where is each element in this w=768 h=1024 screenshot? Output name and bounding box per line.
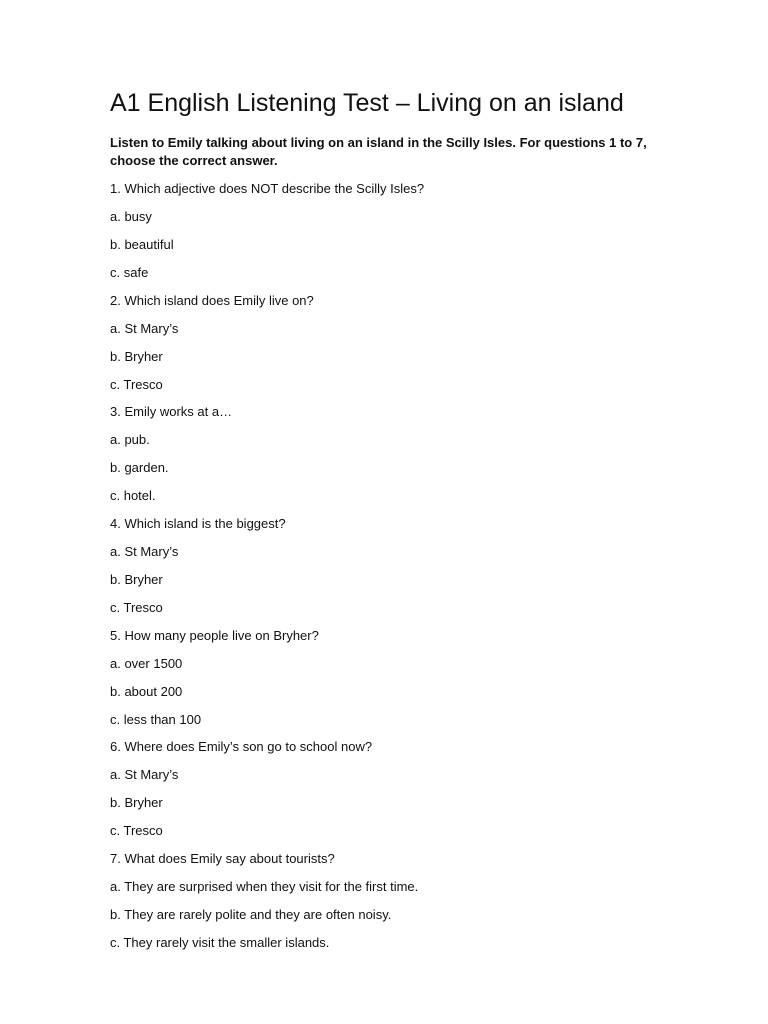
question-7-option-c: c. They rarely visit the smaller islands. [110,935,330,950]
question-5-option-c: c. less than 100 [110,712,202,727]
question-5: 5. How many people live on Bryher? [110,628,319,643]
question-5-option-a: a. over 1500 [110,656,183,671]
question-3-option-a: a. pub. [110,432,150,447]
question-2: 2. Which island does Emily live on? [110,293,314,308]
instructions: Listen to Emily talking about living on an island in the Scilly Isles. For questions 1 to 7, choose the correct answer. [110,135,647,168]
question-6-option-a: a. St Mary’s [110,767,179,782]
question-6-option-b: b. Bryher [110,795,163,810]
question-2-option-a: a. St Mary’s [110,321,179,336]
question-1-option-b: b. beautiful [110,237,174,252]
question-4-option-b: b. Bryher [110,572,163,587]
question-4-option-c: c. Tresco [110,600,163,615]
question-2-option-b: b. Bryher [110,349,163,364]
question-1-option-a: a. busy [110,209,152,224]
question-3-option-c: c. hotel. [110,488,156,503]
question-7-option-a: a. They are surprised when they visit for the first time. [110,879,419,894]
question-6: 6. Where does Emily’s son go to school now? [110,739,373,754]
question-3: 3. Emily works at a… [110,404,233,419]
page-title: A1 English Listening Test – Living on an island [110,89,624,117]
question-2-option-c: c. Tresco [110,377,163,392]
question-3-option-b: b. garden. [110,460,169,475]
question-7: 7. What does Emily say about tourists? [110,851,335,866]
question-1: 1. Which adjective does NOT describe the Scilly Isles? [110,181,425,196]
question-7-option-b: b. They are rarely polite and they are often noisy. [110,907,392,922]
question-1-option-c: c. safe [110,265,149,280]
question-5-option-b: b. about 200 [110,684,183,699]
question-4: 4. Which island is the biggest? [110,516,286,531]
question-6-option-c: c. Tresco [110,823,163,838]
question-4-option-a: a. St Mary’s [110,544,179,559]
